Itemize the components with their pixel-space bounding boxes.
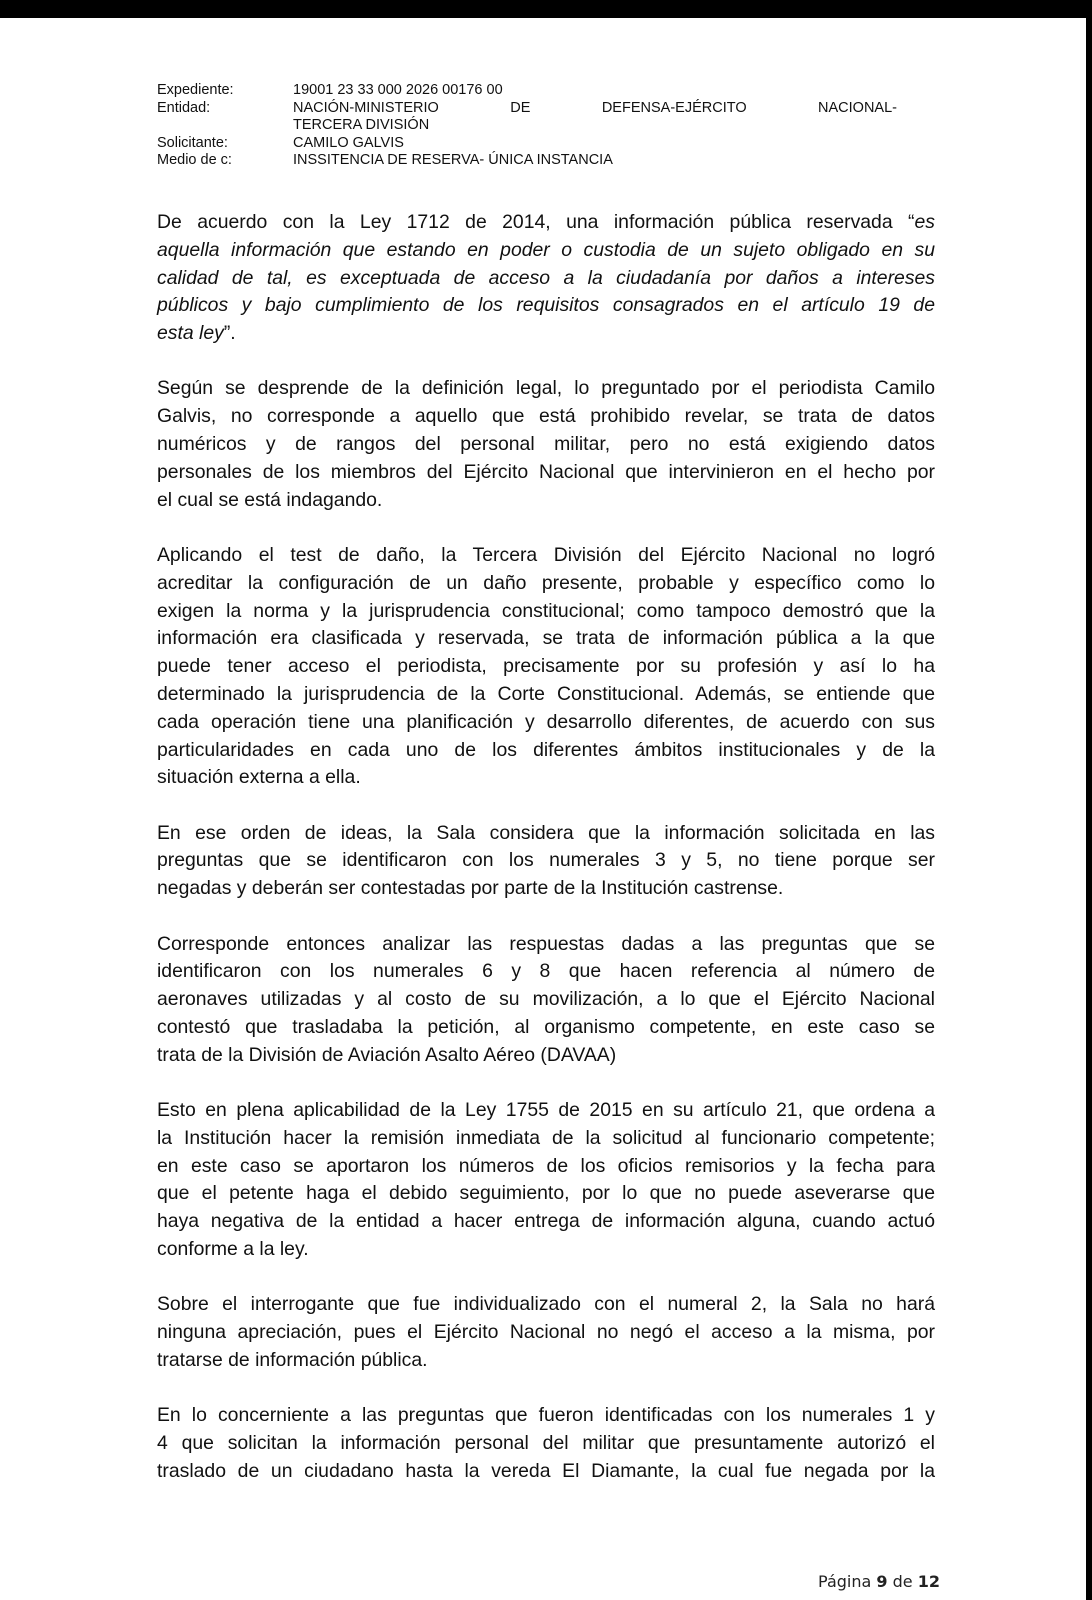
document-body: [157, 209, 935, 1513]
header-value-line: TERCERA DIVISIÓN: [293, 117, 430, 133]
italic-run: calidad de tal, es exceptuada de acceso a la ciudadanía por daños a intereses: [157, 266, 935, 289]
text-line: trata de la División de Aviación Asalto Aéreo (DAVAA): [157, 1043, 617, 1066]
italic-run: esta ley: [157, 322, 224, 345]
header-value: [293, 82, 917, 100]
header-label: Medio de c:: [157, 152, 232, 168]
text-line: puede tener acceso el periodista, precisamente por su profesión y así lo ha: [157, 655, 935, 678]
text-line: la Institución hacer la remisión inmediata de la solicitud al funcionario competente;: [157, 1126, 935, 1149]
text-line: en este caso se aportaron los números de los oficios remisorios y la fecha para: [157, 1154, 935, 1177]
text-run: ”.: [223, 322, 236, 345]
header-value: [293, 152, 917, 170]
text-line: Esto en plena aplicabilidad de la Ley 1755 de 2015 en su artículo 21, que ordena a: [157, 1099, 935, 1122]
text-line: aeronaves utilizadas y al costo de su movilización, a lo que el Ejército Nacional: [157, 988, 935, 1011]
text-line: [157, 320, 935, 348]
header-value: [293, 135, 917, 153]
text-line: que el petente haga el debido seguimiento, por lo que no puede aseverarse que: [157, 1182, 935, 1205]
header-row-medio: [157, 152, 917, 170]
text-line: situación externa a ella.: [157, 766, 361, 789]
text-line: haya negativa de la entidad a hacer entrega de información alguna, cuando actuó: [157, 1210, 935, 1233]
text-line: el cual se está indagando.: [157, 488, 383, 511]
header-row-entidad: [157, 100, 917, 135]
text-line: Aplicando el test de daño, la Tercera División del Ejército Nacional no logró: [157, 543, 935, 566]
paragraph: [157, 209, 935, 348]
text-line: cada operación tiene una planificación y desarrollo diferentes, de acuerdo con sus: [157, 710, 935, 733]
header-value-line: CAMILO GALVIS: [293, 134, 404, 151]
text-line: [157, 265, 935, 293]
text-line: acreditar la configuración de un daño presente, probable y específico como lo: [157, 571, 935, 594]
paragraph: [157, 1291, 935, 1374]
text-line: Galvis, no corresponde a aquello que está prohibido revelar, se trata de datos: [157, 405, 935, 428]
total-pages: 12: [917, 1572, 940, 1591]
text-line: En ese orden de ideas, la Sala considera que la información solicitada en las: [157, 821, 935, 844]
header-row-expediente: [157, 82, 917, 100]
text-line: traslado de un ciudadano hasta la vereda El Diamante, la cual fue negada por la: [157, 1459, 935, 1482]
of-word: de: [892, 1572, 913, 1591]
header-value-line: INSSITENCIA DE RESERVA- ÚNICA INSTANCIA: [293, 152, 613, 168]
italic-run: públicos y bajo cumplimiento de los requisitos consagrados en el artículo 19 de: [157, 294, 935, 317]
text-line: negadas y deberán ser contestadas por parte de la Institución castrense.: [157, 877, 784, 900]
header-row-solicitante: [157, 135, 917, 153]
text-line: preguntas que se identificaron con los numerales 3 y 5, no tiene porque ser: [157, 849, 935, 872]
current-page: 9: [876, 1572, 888, 1591]
text-line: determinado la jurisprudencia de la Corte Constitucional. Además, se entiende que: [157, 682, 935, 705]
page-number: [790, 1572, 940, 1591]
paragraph: [157, 931, 935, 1070]
text-line: En lo concerniente a las preguntas que fueron identificadas con los numerales 1 y: [157, 1404, 935, 1427]
text-line: conforme a la ley.: [157, 1238, 309, 1260]
paragraph: [157, 820, 935, 903]
header-value-line: 19001 23 33 000 2026 00176 00: [293, 82, 503, 98]
header-value-line: NACIÓN-MINISTERIO DE DEFENSA-EJÉRCITO NACIONAL-: [293, 99, 897, 116]
text-line: identificaron con los numerales 6 y 8 que hacen referencia al número de: [157, 960, 935, 983]
text-line: información era clasificada y reservada, se trata de información pública a la que: [157, 627, 935, 650]
text-line: [157, 237, 935, 265]
text-line: [157, 209, 935, 237]
paragraph: [157, 542, 935, 792]
header-label: Entidad:: [157, 99, 211, 116]
text-line: Corresponde entonces analizar las respuestas dadas a las preguntas que se: [157, 932, 935, 955]
paragraph: [157, 1097, 935, 1264]
text-run: De acuerdo con la Ley 1712 de 2014, una información pública reservada “: [157, 211, 915, 233]
document-page: [0, 18, 1086, 1600]
case-header: [157, 82, 917, 170]
text-line: 4 que solicitan la información personal del militar que presuntamente autorizó el: [157, 1431, 935, 1454]
page-word: Página: [818, 1572, 872, 1591]
italic-run: aquella información que estando en poder o custodia de un sujeto obligado en su: [157, 238, 935, 261]
header-label: Solicitante:: [157, 134, 228, 151]
text-line: contestó que trasladaba la petición, al organismo competente, en este caso se: [157, 1015, 935, 1038]
text-line: tratarse de información pública.: [157, 1348, 428, 1371]
text-line: Según se desprende de la definición legal, lo preguntado por el periodista Camilo: [157, 377, 935, 400]
text-line: exigen la norma y la jurisprudencia constitucional; como tampoco demostró que la: [157, 599, 935, 622]
paragraph: [157, 375, 935, 514]
text-line: numéricos y de rangos del personal militar, pero no está exigiendo datos: [157, 433, 935, 456]
header-value: [293, 100, 917, 135]
italic-run: es: [914, 211, 935, 233]
text-line: particularidades en cada uno de los diferentes ámbitos institucionales y de la: [157, 738, 935, 761]
header-label: Expediente:: [157, 82, 234, 98]
text-line: personales de los miembros del Ejército Nacional que intervinieron en el hecho por: [157, 460, 935, 483]
text-line: [157, 292, 935, 320]
paragraph: [157, 1402, 935, 1485]
text-line: ninguna apreciación, pues el Ejército Nacional no negó el acceso a la misma, por: [157, 1321, 935, 1344]
text-line: Sobre el interrogante que fue individualizado con el numeral 2, la Sala no hará: [157, 1293, 935, 1316]
